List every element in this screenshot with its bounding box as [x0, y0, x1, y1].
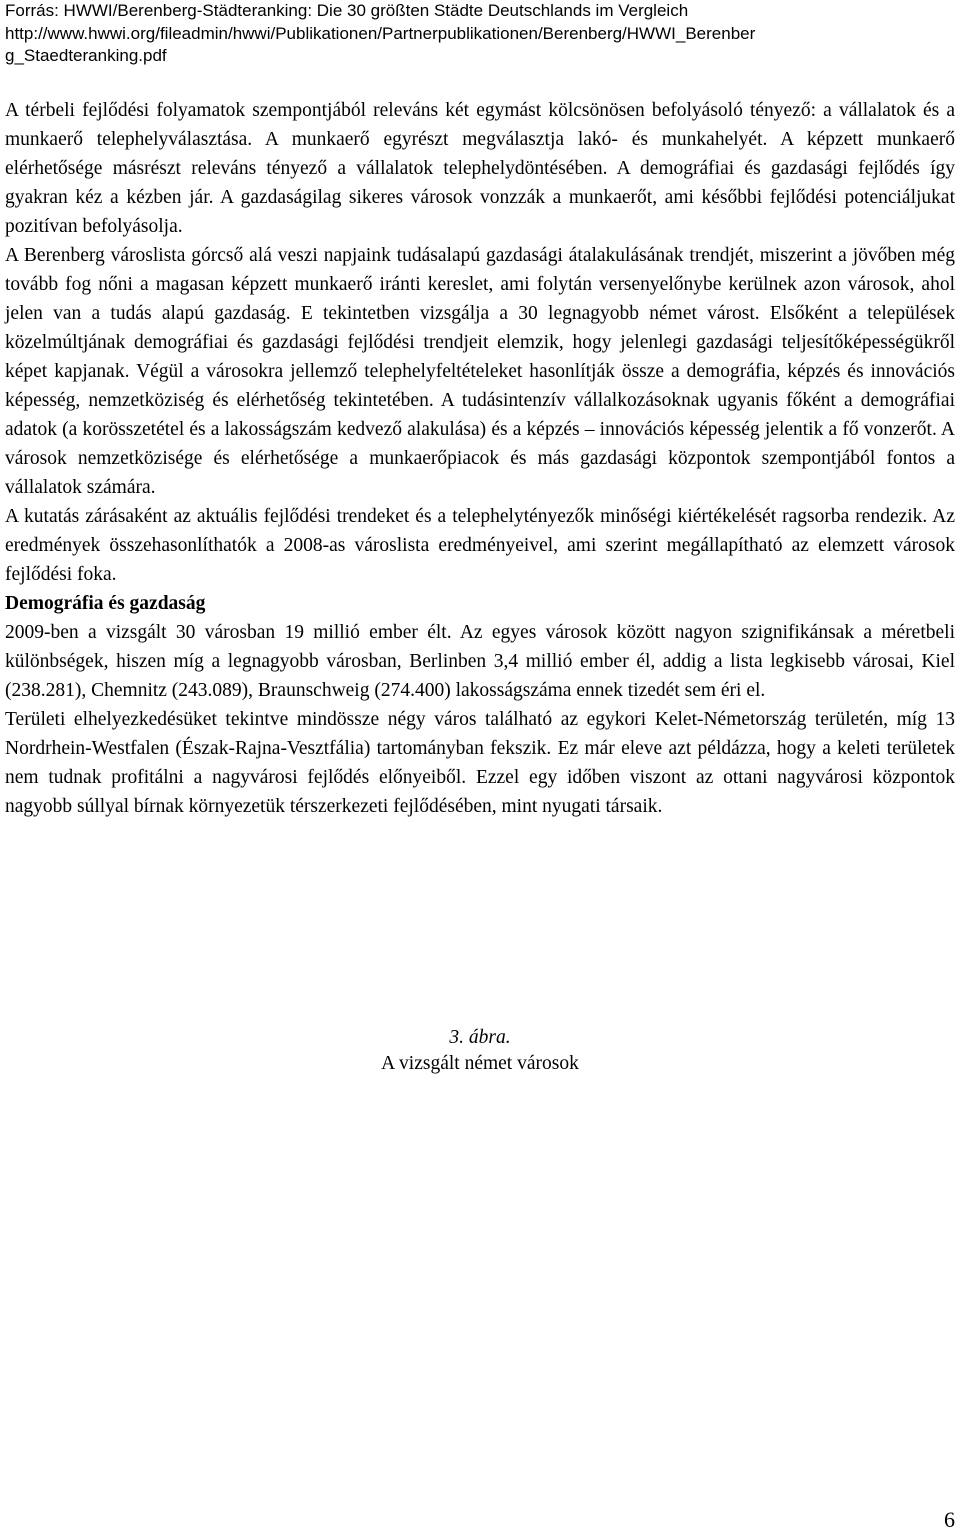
source-url-line: g_Staedteranking.pdf	[5, 46, 167, 65]
page-number: 6	[944, 1507, 955, 1532]
source-line: Forrás: HWWI/Berenberg-Städteranking: Die 30 größten Städte Deutschlands im Vergleich	[5, 1, 689, 20]
source-citation	[5, 0, 955, 68]
source-url-line: http://www.hwwi.org/fileadmin/hwwi/Publikationen/Partnerpublikationen/Berenberg/HWWI_Berenber	[5, 23, 756, 43]
figure-title: A vizsgált német városok	[381, 1053, 579, 1074]
body-text	[5, 96, 955, 821]
paragraph: A térbeli fejlődési folyamatok szempontjából releváns két egymást kölcsönösen befolyásoló tényező: a vállalatok és a munkaerő telephelyválasztása. A munkaerő egyrészt megválasztja lakó- és munkahelyét. A képzett munkaerő elérhetősége másrészt releváns tényező a vállalatok telephelydöntésében. A demográfiai és gazdasági fejlődés így gyakran kéz a kézben jár. A gazdaságilag sikeres városok vonzzák a munkaerőt, ami későbbi fejlődési potenciáljukat pozitívan befolyásolja.	[5, 100, 955, 237]
paragraph: A Berenberg városlista górcső alá veszi napjaink tudásalapú gazdasági átalakulásának trendjét, miszerint a jövőben még tovább fog nőni a magasan képzett munkaerő iránti kereslet, ami folytán versenyelőnybe kerülnek azon városok, ahol jelen van a tudás alapú gazdaság. E tekintetben vizsgálja a 30 legnagyobb német várost. Elsőként a települések közelmúltjának demográfiai és gazdasági fejlődési trendjeit elemzik, hogy jelenlegi gazdasági teljesítőképességükről képet kapjanak. Végül a városokra jellemző telephelyfeltételeket hasonlítják össze a demográfia, képzés és innovációs képesség, nemzetköziség és elérhetőség tekintetében. A tudásintenzív vállalkozásoknak ugyanis főként a demográfiai adatok (a korösszetétel és a lakosságszám kedvező alakulása) és a képzés – innovációs képesség jelentik a fő vonzerőt. A városok nemzetközisége és elérhetősége a munkaerőpiacok és más gazdasági központok szempontjából fontos a vállalatok számára.	[5, 245, 955, 498]
section-heading: Demográfia és gazdaság	[5, 593, 206, 614]
figure-number: 3. ábra.	[449, 1027, 511, 1048]
paragraph: 2009-ben a vizsgált 30 városban 19 millió ember élt. Az egyes városok között nagyon szignifikánsak a méretbeli különbségek, hiszen míg a legnagyobb városban, Berlinben 3,4 millió ember él, addig a lista legkisebb városai, Kiel (238.281), Chemnitz (243.089), Braunschweig (274.400) lakosságszáma ennek tizedét sem éri el.	[5, 622, 955, 701]
paragraph: A kutatás zárásaként az aktuális fejlődési trendeket és a telephelytényezők minőségi kiértékelését ragsorba rendezik. Az eredmények összehasonlíthatók a 2008-as városlista eredményeivel, ami szerint megállapítható az elemzett városok fejlődési foka.	[5, 506, 955, 585]
paragraph: Területi elhelyezkedésüket tekintve mindössze négy város található az egykori Kelet-Németország területén, míg 13 Nordrhein-Westfalen (Észak-Rajna-Vesztfália) tartományban fekszik. Ez már eleve azt példázza, hogy a keleti területek nem tudnak profitálni a nagyvárosi fejlődés előnyeiből. Ezzel egy időben viszont az ottani nagyvárosi központok nagyobb súllyal bírnak környezetük térszerkezeti fejlődésében, mint nyugati társaik.	[5, 709, 955, 817]
